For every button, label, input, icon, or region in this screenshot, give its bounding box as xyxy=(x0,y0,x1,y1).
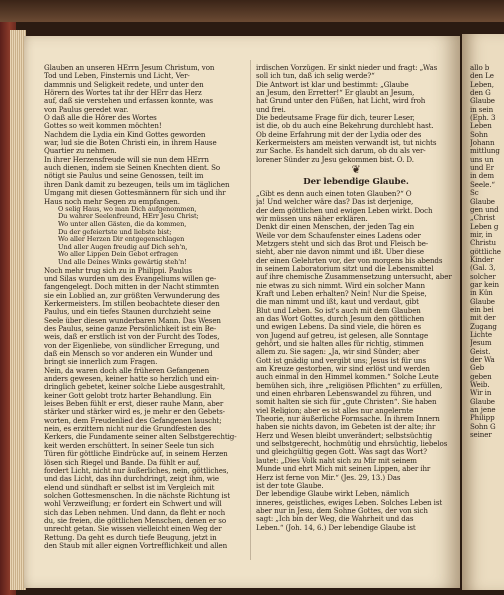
text-line: somit halten sie sich für „gute Christen“. Sie haben xyxy=(256,398,437,407)
text-line: Paulus, und ein tiefes Staunen durchzieht seine xyxy=(44,308,211,317)
text-line: viel Religion; aber es ist alles nur angelernte xyxy=(256,406,414,415)
text-line: Gott ist gnädig und vergibt uns; Jesus ist für uns xyxy=(256,356,427,365)
text-line: Kinder xyxy=(470,255,494,264)
text-line: gar kein xyxy=(470,280,499,289)
text-line: Nein, da waren doch alle früheren Gefangenen xyxy=(44,366,210,375)
text-line: an Jesum, den Erretter!“ Er glaubt an Jesum, xyxy=(256,89,415,98)
text-line: ein bei xyxy=(470,305,494,314)
text-line: anders gewesen, keiner hatte so herzlich und ein- xyxy=(44,375,219,384)
text-line: Zugang xyxy=(470,322,497,331)
text-line: daß ein Mensch so vor anderen ein Wunder und xyxy=(44,350,213,359)
text-line: von der Eigenliebe, von sündlicher Erregung, und xyxy=(44,341,220,350)
text-line: sich das Leben nehmen. Und dann, da fleht er noch xyxy=(44,508,226,517)
text-line: Blut und Leben. So ist's auch mit dem Glauben xyxy=(256,306,421,315)
text-line: Jesum xyxy=(470,339,492,348)
text-line: unrecht getan. Sie wissen vielleicht einen Weg der xyxy=(44,525,222,534)
text-line: Und alle Deines Winks gewärtig steh'n! xyxy=(58,259,187,266)
text-line: Hörern des Wortes tat ihr der HErr das Herz xyxy=(44,89,202,98)
text-line: dammnis und Seligkeit redete, und unter den xyxy=(44,80,204,89)
text-line: und selbstgerecht, hochmütig und ehrsüchtig, liebelos xyxy=(256,440,448,449)
left-text-column xyxy=(44,64,244,550)
text-line: In ihrer Herzensfreude will sie nun dem HErrn xyxy=(44,155,209,164)
text-line: göttliche xyxy=(470,247,501,256)
text-line: aber nur in Jesu, dem Sohne Gottes, der von sich xyxy=(256,506,428,515)
text-line: solcher xyxy=(470,272,496,281)
text-line: Glaube xyxy=(470,197,495,206)
text-line: von Jugend auf getreu, ist gelesen, alle Sonntage xyxy=(256,331,429,340)
text-line: Leben.“ (Joh. 14, 6.) Der lebendige Glaube ist xyxy=(256,523,416,532)
text-line: Glaube xyxy=(470,297,495,306)
text-line: Sc xyxy=(470,189,479,198)
text-line: Munde und ehrt Mich mit seinen Lippen, aber ihr xyxy=(256,465,431,474)
text-line: die man nimmt und ißt, kaut und verdaut, gibt xyxy=(256,298,419,307)
text-line: Kerkermeisters. Im stillen beobachtete dieser den xyxy=(44,299,220,308)
text-line: in dem xyxy=(470,172,494,181)
text-line: nie etwas zu sich nimmt. Wird ein solcher Mann xyxy=(256,281,425,290)
text-line: Sohn G xyxy=(470,422,496,431)
right-text-column xyxy=(256,64,456,532)
text-line: auf ihre chemische Zusammensetzung untersucht, aber xyxy=(256,273,452,282)
text-line: Du der gefeiertste und liebste bist; xyxy=(58,228,172,236)
text-line: gehört, und sie halten alles für richtig, stimmen xyxy=(256,340,424,348)
text-line: ist die, ob du auch eine Bekehrung durchlebt hast. xyxy=(256,122,434,131)
text-line: bringt sie innerlich zum Fragen. xyxy=(44,358,158,367)
text-line: Geb xyxy=(470,364,485,373)
text-line: Herz ist ferne von Mir.“ (Jes. 29, 13.) Das xyxy=(256,473,401,482)
text-line: nötigt sie Paulus und seine Genossen, teilt im xyxy=(44,172,204,181)
text-line: Die Antwort ist klar und bestimmt: „Glaube xyxy=(256,80,409,89)
text-line: Und aller Augen freudig auf Dich seh'n, xyxy=(58,243,188,251)
text-line: allem zu. Sie sagen: „Ja, wir sind Sünder; aber xyxy=(256,348,420,357)
text-line: auch dienen, indem sie Seinen Knechten dient. So xyxy=(44,164,221,173)
text-line: fangengelegt. Doch mitten in der Nacht stimmten xyxy=(44,283,220,292)
text-line: den Staub mit aller eignen Vortrefflichkeit und allen xyxy=(44,541,228,550)
text-line: lautet: „Dies Volk naht sich zu Mir mit seinem xyxy=(256,456,417,465)
text-line: des Paulus, seine ganze Persönlichkeit ist ein Be- xyxy=(44,325,217,333)
text-line: und einen ehrbaren Lebenswandel zu führen, und xyxy=(256,390,432,399)
text-line: leises Beben fühlt er erst, dieser rauhe Mann, aber xyxy=(44,400,224,409)
text-line: Herz und Wesen bleibt unverändert; selbstsüchtig xyxy=(256,431,433,440)
text-line: inneres, geistliches, ewiges Leben. Solches Leben ist xyxy=(256,498,443,507)
text-line: den G xyxy=(470,89,491,98)
text-line: „Gibt es denn auch einen toten Glauben?“ O xyxy=(256,189,412,198)
text-line: Denkt dir einen Menschen, der jeden Tag ein xyxy=(256,223,415,232)
text-line: O selig Haus, wo man Dich aufgenommen, xyxy=(58,205,197,213)
text-line: Umgang mit diesen Gottesmännern für sich und ihr xyxy=(44,189,226,198)
text-line: mir, in xyxy=(470,230,493,239)
text-line: an jene xyxy=(470,406,496,415)
text-line: Wo unter allen Gästen, die da kommen, xyxy=(58,221,187,229)
text-line: Wo aller Herzen Dir entgegenschlagen xyxy=(58,236,185,244)
text-line: „Christ xyxy=(470,214,496,223)
right-column-top-text xyxy=(256,64,456,164)
text-line: du, sie freien, die göttlichen Menschen, denen er so xyxy=(44,516,226,525)
text-line: am Kreuze gestorben, wir sind erlöst und werden xyxy=(256,365,430,374)
text-line: wohl Verzweiflung; er fordert ein Schwert und will xyxy=(44,500,222,509)
text-line: in sein xyxy=(470,105,494,114)
text-line: Philipp xyxy=(470,414,495,423)
text-line: Kerkers, die Fundamente seiner alten Selbstgerechtig- xyxy=(44,433,237,442)
text-line: Johann xyxy=(470,139,495,148)
text-line: Glaube xyxy=(470,97,495,106)
text-line: hat Grund unter den Füßen, hat Licht, wird froh xyxy=(256,97,426,106)
text-line: auf, daß sie verstehen und erfassen konnte, was xyxy=(44,97,213,106)
text-line: Leben g xyxy=(470,222,499,231)
text-line: Tod und Leben, Finsternis und Licht, Ver- xyxy=(44,72,190,81)
text-line: Noch mehr trug sich zu in Philippi. Paulus xyxy=(44,266,192,275)
text-line: geben xyxy=(470,372,492,381)
text-line: Ob deine Erfahrung mit der der Lydia oder des xyxy=(256,130,422,139)
text-line: sie ein Loblied an, zur größten Verwunderung des xyxy=(44,291,220,300)
text-line: ist der tote Glaube. xyxy=(256,481,324,490)
text-line: haben sie nichts davon, im Gebeten ist der alte; ihr xyxy=(256,423,436,432)
text-line: der einen Gelehrten vor, der von morgens bis abends xyxy=(256,256,443,265)
text-line: (Gal. 3, xyxy=(470,264,496,273)
text-line: und das Licht, das ihn durchdringt, zeigt ihm, wie xyxy=(44,475,219,484)
text-line: weis, daß er erstlich ist von der Furcht des Todes, xyxy=(44,333,220,342)
text-line: lorener Sünder zu Jesu gekommen bist. O. D. xyxy=(256,155,414,164)
text-line: und gleichgültig gegen Gott. Was sagt das Wort? xyxy=(256,448,427,457)
text-line: Geist. xyxy=(470,347,491,356)
text-line: irdischen Vorzügen. Er sinkt nieder und fragt: „Was xyxy=(256,64,438,72)
right-column-bottom-text xyxy=(256,190,456,532)
text-line: nein, es erzittern nicht nur die Grundfesten des xyxy=(44,425,212,434)
text-line: allo b xyxy=(470,64,490,72)
text-line: stärker und stärker wird es, je mehr er den Gebets- xyxy=(44,408,225,417)
text-line: keit werden erschüttert. In seiner Seele tun sich xyxy=(44,441,215,450)
text-line: Leben xyxy=(470,122,492,131)
text-line: und frei. xyxy=(256,105,286,114)
text-line: Wo aller Lippen Dein Gebot erfragen xyxy=(58,251,179,259)
text-line: Seele über diesen wunderbaren Mann. Das Wesen xyxy=(44,316,221,325)
text-line: Rettung. Da geht es durch tiefe Beugung, jetzt in xyxy=(44,533,217,542)
text-line: worten, dem Freudenlied des Gefangenen lauscht; xyxy=(44,416,222,425)
text-line: sagt: „Ich bin der Weg, die Wahrheit und das xyxy=(256,515,414,524)
text-line: Gottes so weit kommen möchten! xyxy=(44,122,162,131)
text-line: ihren Dank damit zu bezeugen, teils um im täglichen xyxy=(44,180,230,189)
text-line: elend und sündhaft er selbst ist im Vergleich mit xyxy=(44,483,215,492)
text-line: der Wa xyxy=(470,356,495,365)
text-line: auch einmal in den Himmel kommen.“ Solche Leute xyxy=(256,373,439,382)
text-line: und ewigen Lebens. Da sind viele, die hören es xyxy=(256,323,422,332)
text-line: keiner Gott gelobt trotz harter Behandlung. Ein xyxy=(44,391,212,400)
text-line: lösen sich Riegel und Bande. Da fühlt er auf, xyxy=(44,458,201,467)
text-line: von Paulus geredet war. xyxy=(44,105,129,114)
text-line: Sohn xyxy=(470,130,488,139)
text-line: war, lud sie die Boten Christi ein, in ihrem Hause xyxy=(44,139,217,148)
text-line: Türen für göttliche Eindrücke auf, in seinem Herzen xyxy=(44,450,228,459)
text-line: Du wahrer Seelenfreund, HErr Jesu Christ; xyxy=(58,213,199,221)
book-top-shadow xyxy=(0,0,504,22)
text-line: Der lebendige Glaube wirkt Leben, nämlich xyxy=(256,490,410,499)
text-line: mittlung xyxy=(470,147,500,156)
text-line: Die bedeutsame Frage für dich, teurer Leser, xyxy=(256,114,415,123)
text-line: Kraft und Leben erhalten? Nein! Nur die Speise, xyxy=(256,289,427,298)
text-line: Wir in xyxy=(470,389,492,398)
text-line: sieht, aber nie davon nimmt und ißt. Über diese xyxy=(256,248,425,257)
text-line: seiner xyxy=(470,431,492,440)
text-line: solchen Gottesmenschen. In die nächste Richtung ist xyxy=(44,491,230,500)
column-divider xyxy=(250,60,251,560)
text-line: den Le xyxy=(470,72,494,81)
text-line: O daß alle die Hörer des Wortes xyxy=(44,114,157,123)
text-line: Glauben an unseren HErrn Jesum Christum, von xyxy=(44,64,215,72)
text-line: ja! Und welcher wäre das? Das ist derjenige, xyxy=(256,198,414,207)
text-line: und Er xyxy=(470,164,494,173)
text-line: und Silas wurden um des Evangeliums willen ge- xyxy=(44,274,217,283)
text-line: dringlich gebetet, keiner solche Liebe ausgestrahlt, xyxy=(44,383,226,392)
text-line: (Eph. 3 xyxy=(470,114,496,123)
ornament-icon: ❦ xyxy=(351,163,361,177)
text-line: Leben, xyxy=(470,80,494,89)
text-line: in Kün xyxy=(470,289,493,298)
text-line: Glaube xyxy=(470,397,495,406)
text-line: in seinem Laboratorium sitzt und die Lebensmittel xyxy=(256,264,434,273)
text-line: an das Wort Gottes, durch Jesum den göttlichen xyxy=(256,314,425,323)
text-line: der dem göttlichen und ewigen Leben wirkt. Doch xyxy=(256,206,433,215)
text-line: bemühen sich, ihre „religiösen Pflichten“ zu erfüllen, xyxy=(256,381,443,390)
text-line: fordert Licht, nicht nur äußerliches, nein, göttliches, xyxy=(44,466,229,475)
text-line: Lichte xyxy=(470,331,492,339)
text-line: Weile vor dem Schaufenster eines Ladens oder xyxy=(256,231,421,240)
text-line: soll ich tun, daß ich selig werde?“ xyxy=(256,72,375,81)
text-line: Metzgers steht und sich das Brot und Fleisch be- xyxy=(256,239,429,248)
text-line: Christu xyxy=(470,239,497,248)
text-line: Quartier zu nehmen. xyxy=(44,147,117,156)
text-line: gen und xyxy=(470,205,499,214)
text-line: Weib. xyxy=(470,381,490,390)
article-heading: Der lebendige Glaube. xyxy=(303,177,409,188)
text-line: Haus noch mehr Segen zu empfangen. xyxy=(44,197,180,206)
text-line: wir müssen uns näher erklären. xyxy=(256,214,368,223)
text-line: Kerkermeisters am meisten verwandt ist, tut nichts xyxy=(256,139,437,148)
text-line: Seele.“ xyxy=(470,180,495,189)
far-right-partial-column xyxy=(470,64,504,439)
text-line: Nachdem die Lydia ein Kind Gottes geworden xyxy=(44,130,206,139)
text-line: zur Sache. Es handelt sich darum, ob du als ver- xyxy=(256,147,426,156)
text-line: mit der xyxy=(470,314,496,323)
text-line: uns un xyxy=(470,155,494,164)
text-line: Theorie, nur äußerliche Formsache. In ihrem Innern xyxy=(256,415,440,424)
